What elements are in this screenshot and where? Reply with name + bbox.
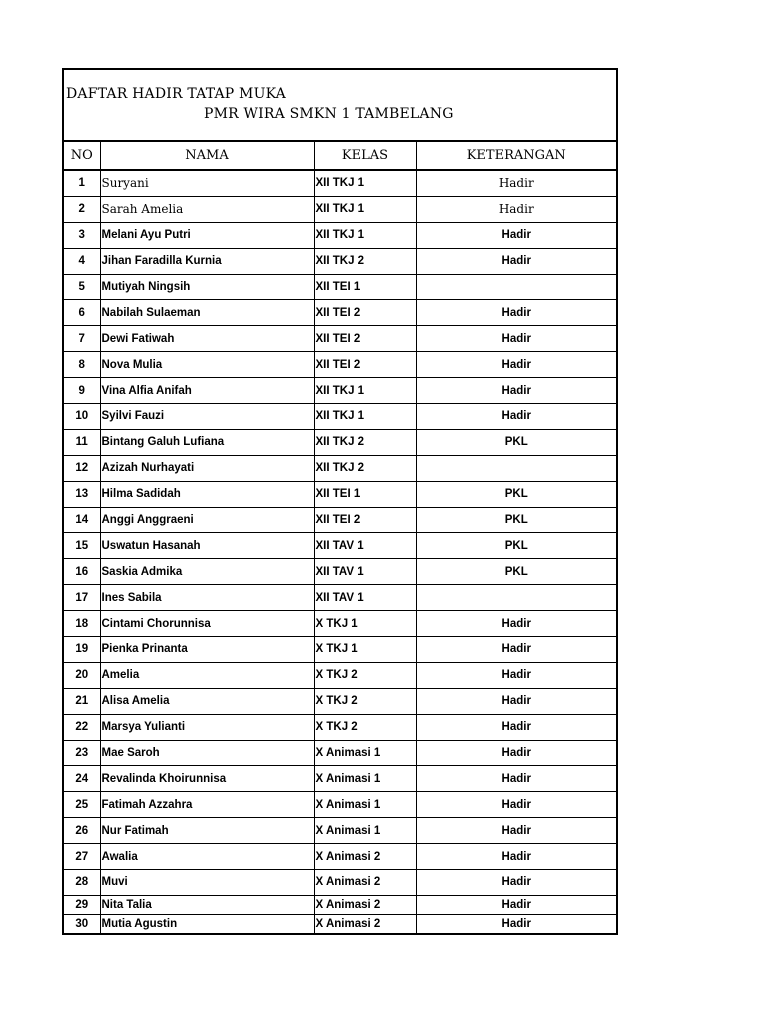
cell-keterangan: Hadir [416,844,616,870]
cell-kelas: XII TKJ 1 [314,196,416,222]
cell-keterangan: Hadir [416,352,616,378]
cell-keterangan: Hadir [416,196,616,222]
attendance-sheet [62,68,618,935]
cell-no: 9 [64,378,100,404]
cell-keterangan: Hadir [416,637,616,663]
cell-nama: Uswatun Hasanah [100,533,314,559]
cell-no: 17 [64,585,100,611]
cell-keterangan: Hadir [416,611,616,637]
table-row [64,274,616,300]
cell-keterangan: Hadir [416,740,616,766]
cell-no: 7 [64,326,100,352]
cell-kelas: X Animasi 1 [314,766,416,792]
cell-no: 8 [64,352,100,378]
cell-no: 13 [64,481,100,507]
cell-keterangan: Hadir [416,222,616,248]
cell-nama: Alisa Amelia [100,688,314,714]
cell-nama: Marsya Yulianti [100,714,314,740]
cell-nama: Hilma Sadidah [100,481,314,507]
cell-kelas: XII TEI 2 [314,507,416,533]
cell-nama: Sarah Amelia [100,196,314,222]
page-subtitle: PMR WIRA SMKN 1 TAMBELANG [204,106,454,122]
table-row [64,222,616,248]
cell-nama: Melani Ayu Putri [100,222,314,248]
cell-keterangan: PKL [416,533,616,559]
table-row [64,688,616,714]
cell-no: 21 [64,688,100,714]
cell-no: 24 [64,766,100,792]
cell-keterangan [416,455,616,481]
cell-nama: Jihan Faradilla Kurnia [100,248,314,274]
cell-nama: Nita Talia [100,895,314,914]
cell-keterangan: Hadir [416,870,616,896]
cell-no: 15 [64,533,100,559]
cell-no: 3 [64,222,100,248]
cell-keterangan: Hadir [416,170,616,196]
column-header-keterangan: KETERANGAN [416,142,616,170]
cell-nama: Revalinda Khoirunnisa [100,766,314,792]
table-row [64,662,616,688]
table-row [64,740,616,766]
cell-no: 22 [64,714,100,740]
cell-no: 23 [64,740,100,766]
cell-no: 5 [64,274,100,300]
cell-kelas: XII TKJ 2 [314,455,416,481]
table-row [64,637,616,663]
cell-nama: Vina Alfia Anifah [100,378,314,404]
cell-no: 2 [64,196,100,222]
cell-nama: Ines Sabila [100,585,314,611]
cell-no: 11 [64,429,100,455]
cell-nama: Mae Saroh [100,740,314,766]
cell-kelas: X Animasi 2 [314,870,416,896]
cell-keterangan: PKL [416,429,616,455]
table-row [64,455,616,481]
cell-nama: Pienka Prinanta [100,637,314,663]
table-row [64,326,616,352]
cell-keterangan: PKL [416,481,616,507]
cell-kelas: X TKJ 1 [314,637,416,663]
cell-kelas: X Animasi 2 [314,895,416,914]
cell-nama: Nova Mulia [100,352,314,378]
table-row [64,818,616,844]
column-header-kelas: KELAS [314,142,416,170]
cell-keterangan: Hadir [416,248,616,274]
table-row [64,248,616,274]
cell-keterangan: Hadir [416,300,616,326]
cell-nama: Cintami Chorunnisa [100,611,314,637]
cell-nama: Anggi Anggraeni [100,507,314,533]
cell-no: 12 [64,455,100,481]
table-row [64,844,616,870]
table-row [64,585,616,611]
cell-no: 1 [64,170,100,196]
cell-kelas: X TKJ 1 [314,611,416,637]
cell-kelas: X TKJ 2 [314,714,416,740]
cell-kelas: X Animasi 2 [314,844,416,870]
table-header-row [64,142,616,170]
cell-kelas: XII TEI 1 [314,481,416,507]
cell-no: 30 [64,914,100,933]
cell-keterangan: Hadir [416,818,616,844]
cell-keterangan: Hadir [501,917,531,930]
cell-no: 6 [64,300,100,326]
cell-keterangan: PKL [416,507,616,533]
cell-nama: Syilvi Fauzi [100,404,314,430]
table-row [64,481,616,507]
cell-nama: Nur Fatimah [100,818,314,844]
cell-kelas: X Animasi 1 [314,792,416,818]
cell-nama: Amelia [100,662,314,688]
cell-kelas: XII TKJ 1 [314,222,416,248]
cell-no: 10 [64,404,100,430]
table-row [64,352,616,378]
cell-kelas: XII TKJ 1 [314,404,416,430]
table-row [64,170,616,196]
cell-keterangan: Hadir [416,662,616,688]
cell-nama: Mutia Agustin [100,914,314,933]
cell-kelas: XII TEI 2 [314,326,416,352]
cell-kelas: X TKJ 2 [314,688,416,714]
cell-kelas: XII TEI 1 [314,274,416,300]
column-header-nama: NAMA [100,142,314,170]
cell-no: 27 [64,844,100,870]
cell-keterangan: Hadir [416,714,616,740]
table-row [64,378,616,404]
cell-keterangan: Hadir [416,792,616,818]
cell-keterangan: PKL [416,559,616,585]
cell-nama: Mutiyah Ningsih [100,274,314,300]
cell-no: 14 [64,507,100,533]
cell-keterangan [416,585,616,611]
cell-kelas: XII TKJ 1 [314,378,416,404]
cell-keterangan: Hadir [416,766,616,792]
cell-kelas: XII TAV 1 [314,585,416,611]
cell-no: 29 [64,895,100,914]
cell-nama: Bintang Galuh Lufiana [100,429,314,455]
cell-keterangan: Hadir [416,378,616,404]
cell-kelas: X Animasi 1 [314,818,416,844]
cell-kelas: X Animasi 1 [314,740,416,766]
cell-no: 19 [64,637,100,663]
table-row [64,300,616,326]
attendance-table [64,142,616,933]
cell-nama: Saskia Admika [100,559,314,585]
cell-kelas: XII TEI 2 [314,300,416,326]
cell-keterangan: Hadir [416,688,616,714]
title-block [64,70,616,142]
cell-nama: Dewi Fatiwah [100,326,314,352]
table-row [64,507,616,533]
cell-no: 25 [64,792,100,818]
table-row [64,559,616,585]
cell-no: 4 [64,248,100,274]
cell-kelas: X Animasi 2 [314,914,416,933]
cell-kelas: XII TKJ 1 [314,170,416,196]
cell-nama: Nabilah Sulaeman [100,300,314,326]
cell-keterangan: Hadir [416,404,616,430]
cell-kelas: XII TKJ 2 [314,248,416,274]
cell-kelas: XII TEI 2 [314,352,416,378]
column-header-no: NO [64,142,100,170]
table-row [64,611,616,637]
page-title: DAFTAR HADIR TATAP MUKA [66,86,286,102]
cell-nama: Awalia [100,844,314,870]
table-row [64,766,616,792]
table-row [64,870,616,896]
table-body [64,170,616,933]
cell-no: 18 [64,611,100,637]
cell-keterangan: Hadir [416,895,616,914]
cell-nama: Fatimah Azzahra [100,792,314,818]
cell-kelas: X TKJ 2 [314,662,416,688]
table-row [64,714,616,740]
table-row [64,792,616,818]
cell-nama: Azizah Nurhayati [100,455,314,481]
table-row [64,895,616,914]
table-row [64,429,616,455]
cell-no: 20 [64,662,100,688]
cell-no: 28 [64,870,100,896]
cell-kelas: XII TKJ 2 [314,429,416,455]
table-row [64,533,616,559]
cell-nama: Suryani [100,170,314,196]
table-row [64,914,616,933]
cell-keterangan: Hadir [416,326,616,352]
cell-kelas: XII TAV 1 [314,559,416,585]
cell-keterangan [416,274,616,300]
cell-nama: Muvi [100,870,314,896]
cell-no: 16 [64,559,100,585]
cell-kelas: XII TAV 1 [314,533,416,559]
cell-no: 26 [64,818,100,844]
table-row [64,196,616,222]
table-row [64,404,616,430]
